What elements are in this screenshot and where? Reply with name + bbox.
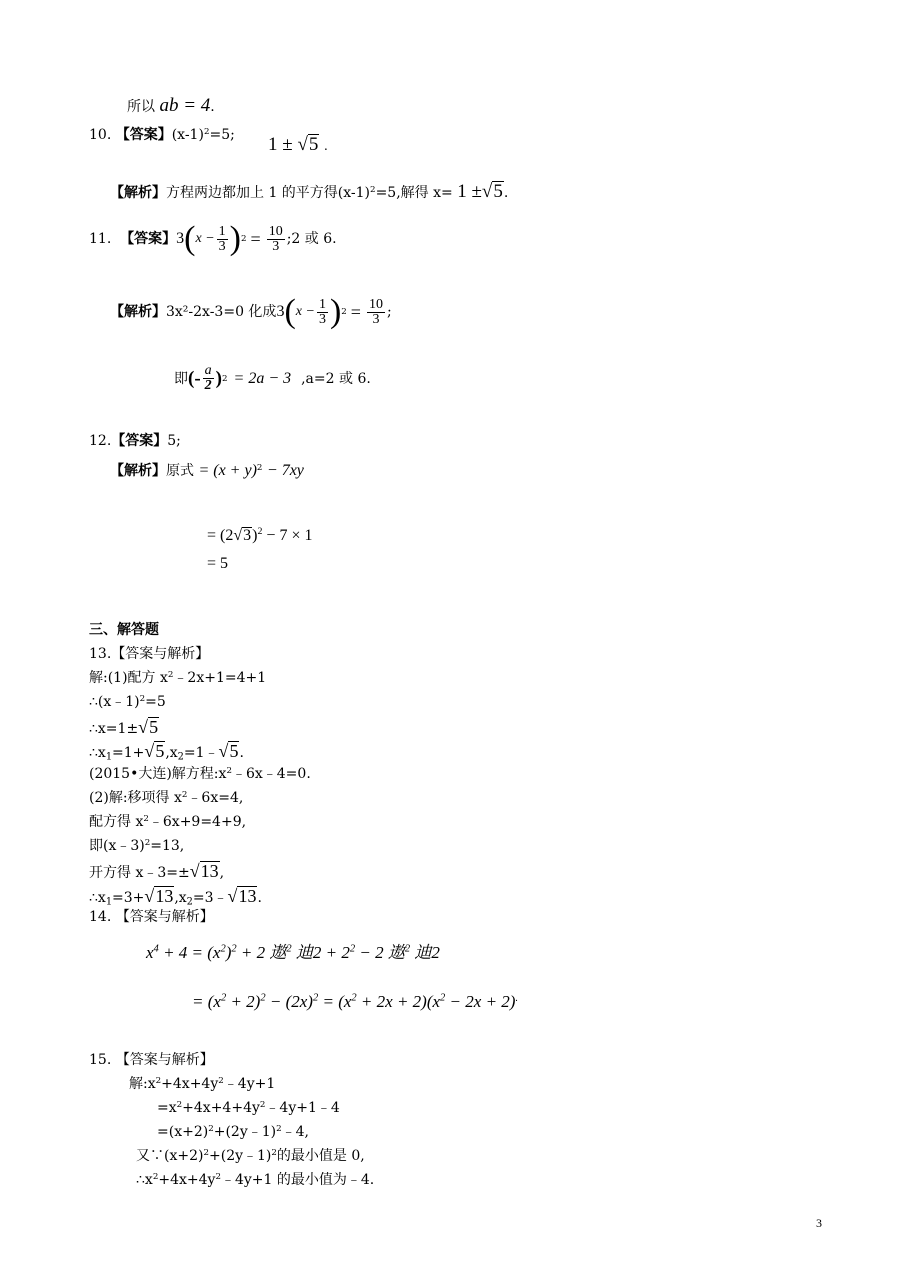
q15-head: 15. 【答案与解析】 bbox=[89, 1052, 214, 1068]
q10-answer-root: 1 ± √5 . bbox=[268, 134, 328, 155]
sqrt-symbol: √5 bbox=[144, 741, 165, 761]
fraction: $\frac{1}{3}$ bbox=[218, 223, 226, 254]
q13-head: 13.【答案与解析】 bbox=[89, 646, 210, 662]
q10-explanation: 【解析】方程两边都加上 1 的平方得$(x-1)^2=5$,解得 x= 1 ±√5. bbox=[110, 181, 509, 202]
q12-explanation: 【解析】原式 = $(x + y)^2 - 7xy$ bbox=[110, 462, 304, 479]
sqrt-symbol: √5 bbox=[297, 134, 319, 155]
q13-line2: ∴(x﹣1)$^2$=5 bbox=[89, 693, 166, 710]
q13-line8: 即(x﹣3)$^2$=13, bbox=[89, 837, 185, 854]
fraction: $\frac{a}{2}$ bbox=[204, 363, 212, 393]
sqrt-symbol: √3 bbox=[233, 527, 252, 544]
fraction: $\frac{10}{3}$ bbox=[268, 223, 283, 254]
page-number: 3 bbox=[816, 1216, 822, 1230]
sqrt-symbol: √5 bbox=[481, 181, 503, 202]
fraction: $\frac{10}{3}$ bbox=[368, 296, 383, 327]
q15-line5: $\therefore x^2+4x+4y^2﹣4y+1$ 的最小值为﹣4. bbox=[136, 1171, 375, 1188]
q13-line5: (2015•大连)解方程$:x^2﹣6x﹣4=0$. bbox=[89, 765, 311, 782]
math-ab: ab = 4 bbox=[159, 95, 211, 116]
q15-line3: $=(x+2)^2+(2y﹣1)^2﹣4$, bbox=[157, 1123, 309, 1140]
q15-line1: 解$:x^2+4x+4y^2﹣4y+1$ bbox=[129, 1075, 276, 1092]
q13-line7: 配方得 $x^2﹣6x+9=4+9$, bbox=[89, 813, 247, 830]
sqrt-symbol: √13 bbox=[227, 886, 257, 906]
q13-line1: 解:(1)配方 $x^2﹣2x+1=4+1$ bbox=[89, 669, 267, 686]
q15-line2: $=x^2+4x+4+4y^2﹣4y+1﹣4$ bbox=[157, 1099, 340, 1116]
q13-line9: 开方得 x﹣3=±√13, bbox=[89, 861, 225, 881]
q11-explanation: 【解析】 3x²-2x-3=0 化成 3 ( x − $\frac{1}{3}$ ) 2 = $\frac{10}{3}$ ; bbox=[110, 293, 392, 330]
q12-step2: = $(2√3)^2 - 7 \times 1$ bbox=[207, 526, 313, 544]
q12-step3: = 5 bbox=[207, 555, 229, 572]
sqrt-symbol: √13 bbox=[144, 886, 174, 906]
q13-line4: $\therefore x_1=1+√5,x_2=1﹣√5$. bbox=[89, 741, 244, 763]
q14-formula-1: $x^4 + 4 = (x^2)^2 + 2$ 遨$^2$ 迪$2 + 2^2 - 2$ 遨$^2$ 迪2 bbox=[146, 943, 440, 962]
sqrt-symbol: √13 bbox=[189, 861, 219, 881]
q10-answer: 10. 【答案】$(x-1)^2=5$; bbox=[89, 126, 235, 143]
q11-answer: 11. 【答案】 3 ( x − $\frac{1}{3}$ ) 2 = $\frac{10}{3}$ ;2 或 6. bbox=[89, 220, 337, 257]
q13-line10: $\therefore x_1=3+√13,x_2=3﹣√13$. bbox=[89, 886, 262, 908]
section-title: 三、解答题 bbox=[89, 622, 159, 638]
sqrt-symbol: √5 bbox=[138, 717, 159, 737]
q13-line6: (2)解:移项得 $x^2﹣6x=4$, bbox=[89, 789, 244, 806]
q13-line3: ∴x=1±√5 bbox=[89, 717, 159, 737]
q11-ji: 即 (- $\frac{a}{2}$ ) 2 = 2a − 3 ,a=2 或 6. bbox=[174, 363, 371, 393]
q14-head: 14. 【答案与解析】 bbox=[89, 909, 214, 925]
q12-answer: 12.【答案】5; bbox=[89, 433, 181, 449]
q15-line4: 又$\because(x+2)^2+(2y﹣1)^2$的最小值是 0, bbox=[136, 1147, 365, 1164]
q14-formula-2: = $(x^2 + 2)^2 - (2x)^2 = (x^2 + 2x + 2)(x^2 - 2x + 2)^.$ bbox=[192, 992, 518, 1011]
line-ab: 所以 ab = 4. bbox=[127, 95, 215, 116]
sqrt-symbol: √5 bbox=[218, 741, 239, 761]
fraction: $\frac{1}{3}$ bbox=[318, 296, 326, 327]
